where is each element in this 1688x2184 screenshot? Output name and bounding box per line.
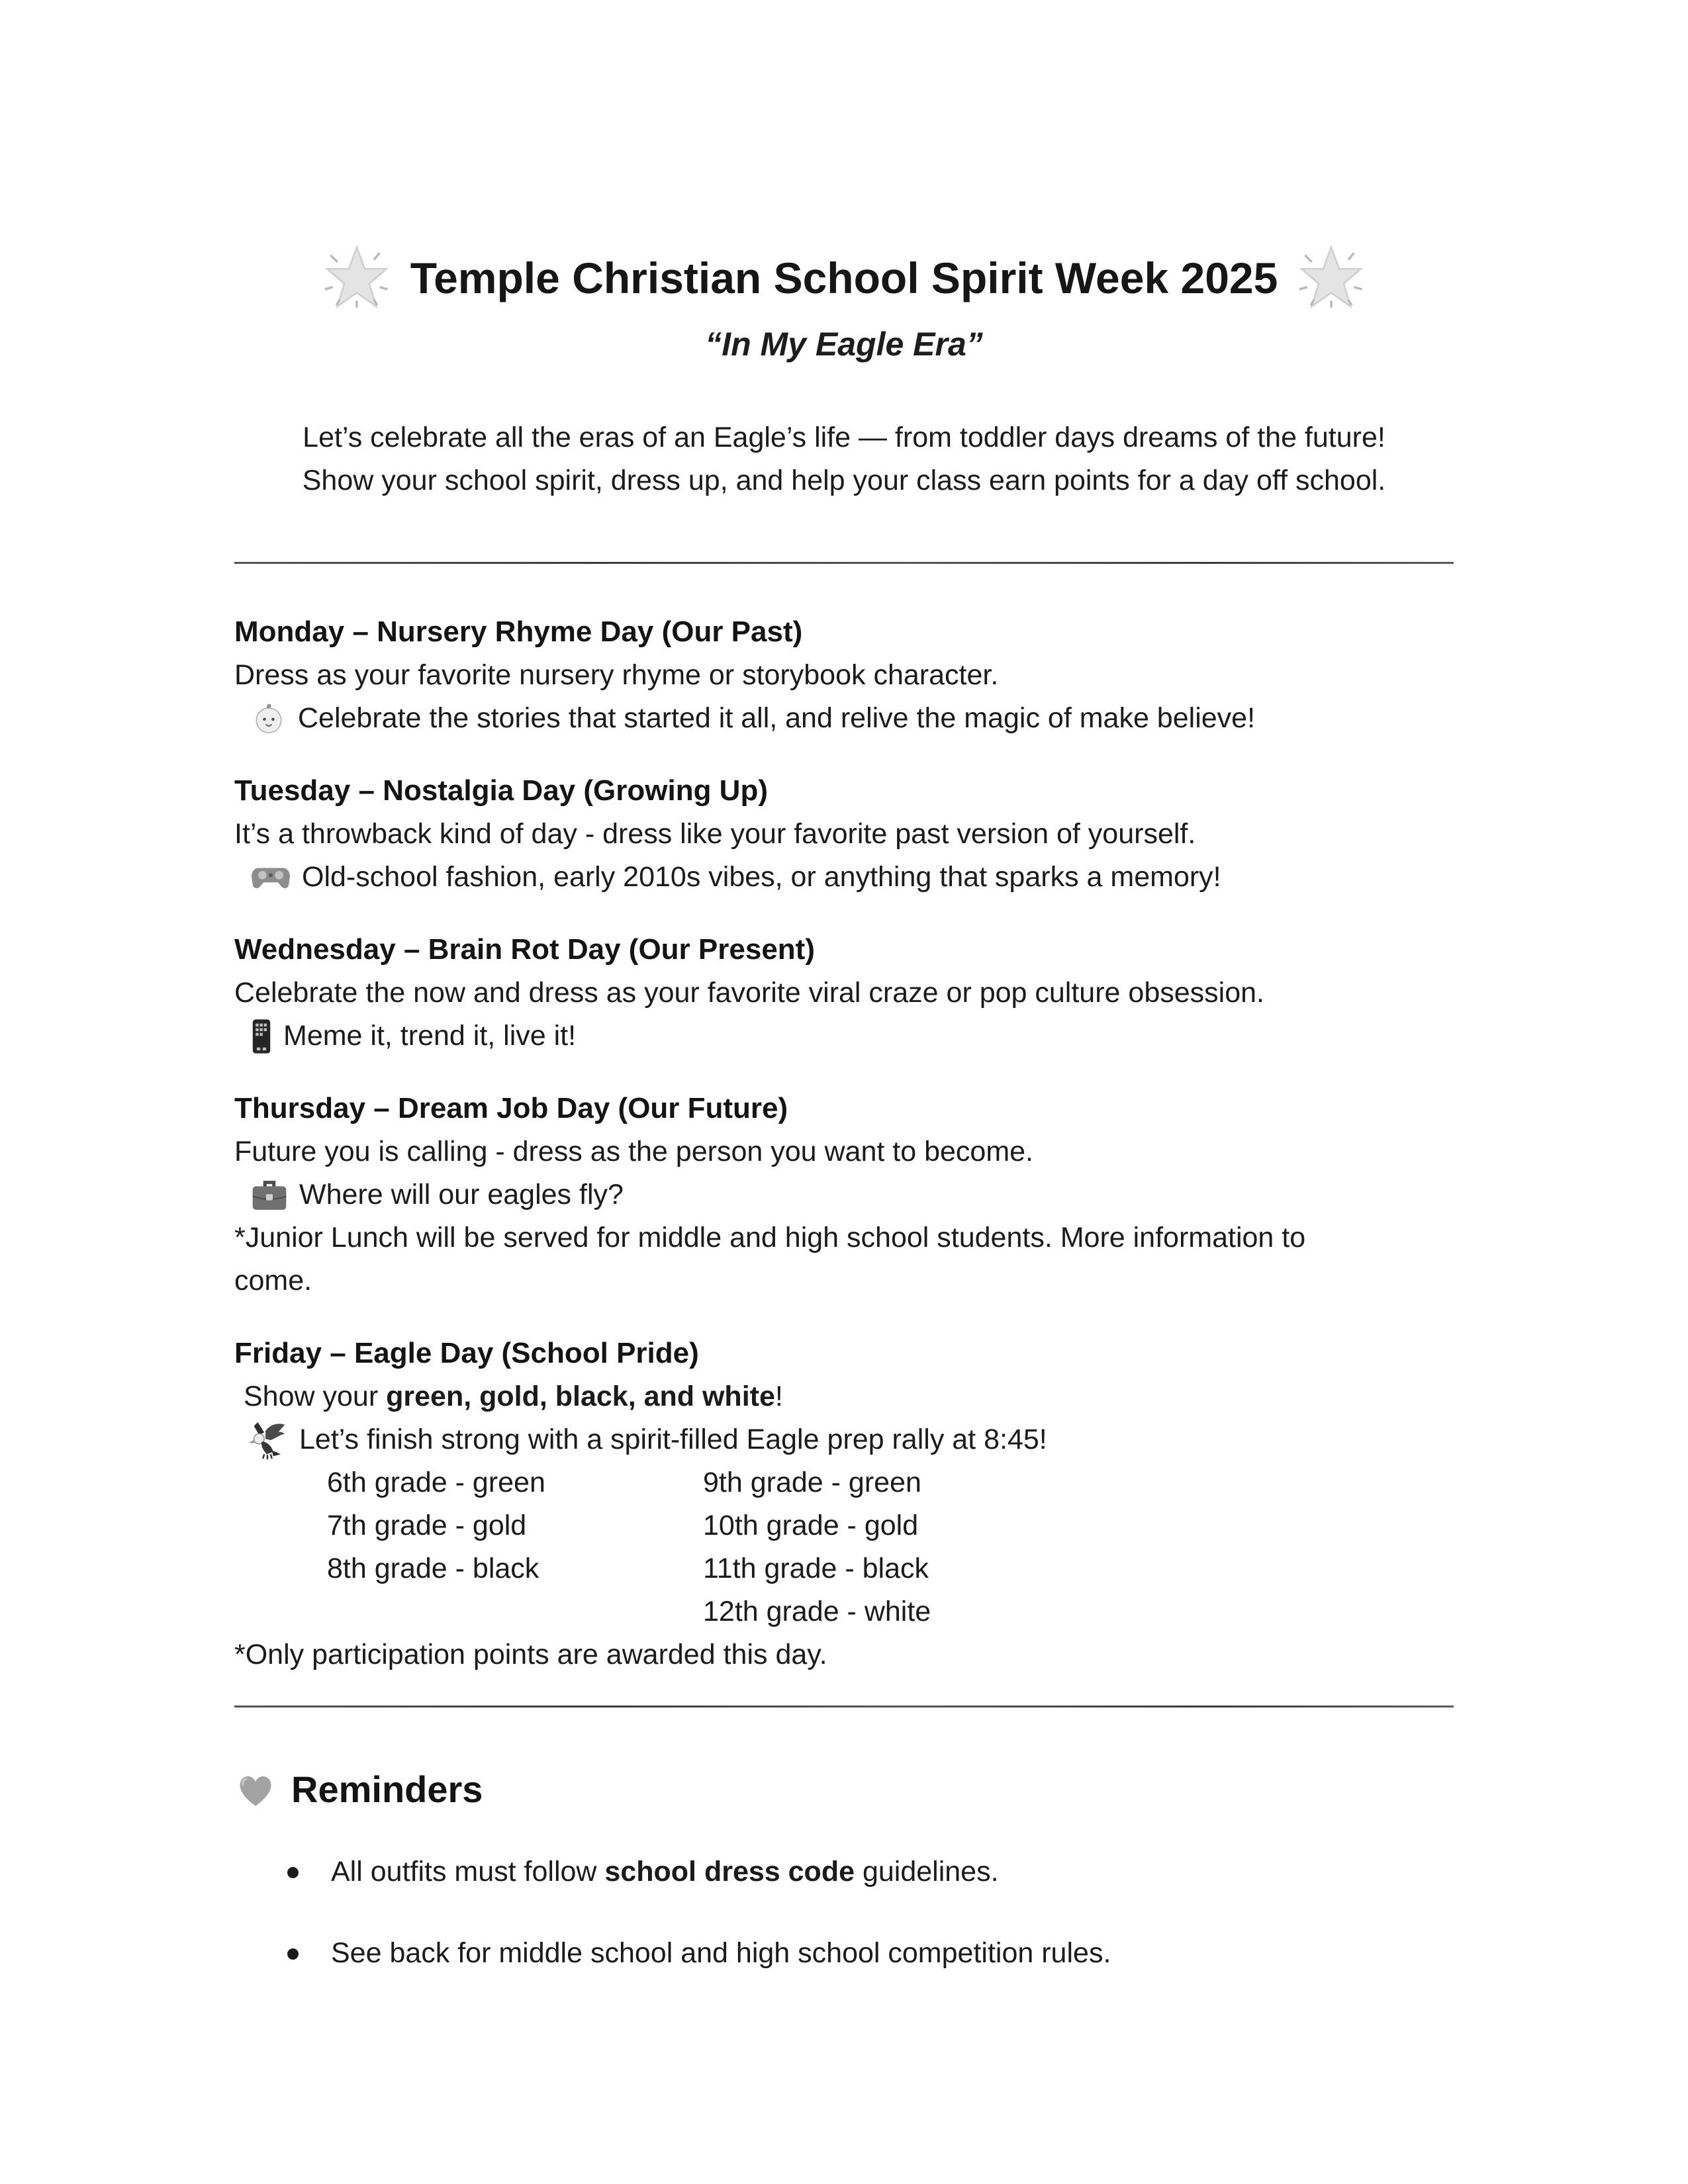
day-description: Dress as your favorite nursery rhyme or storybook character. bbox=[234, 659, 999, 691]
mobile-phone-icon bbox=[252, 1018, 271, 1055]
horizontal-divider bbox=[234, 1706, 1454, 1707]
list-item bbox=[234, 1932, 1454, 1975]
grade-color-column bbox=[327, 1461, 703, 1633]
page-subtitle: “In My Eagle Era” bbox=[705, 326, 983, 363]
day-description: Celebrate the now and dress as your favorite viral craze or pop culture obsession. bbox=[234, 977, 1264, 1009]
list-item bbox=[234, 1850, 1454, 1893]
grade-color-item: 9th grade - green bbox=[703, 1467, 921, 1498]
grade-color-item: 8th grade - black bbox=[327, 1553, 539, 1584]
day-section-thursday bbox=[234, 1087, 1454, 1302]
intro-line: Show your school spirit, dress up, and help your class earn points for a day off school. bbox=[302, 465, 1386, 496]
briefcase-icon bbox=[252, 1179, 287, 1211]
reminders-heading-row bbox=[234, 1766, 1454, 1813]
grade-color-table bbox=[327, 1461, 1454, 1633]
day-tagline-row bbox=[234, 1173, 1454, 1216]
day-description: It’s a throwback kind of day - dress like your favorite past version of yourself. bbox=[234, 818, 1196, 850]
day-tagline: Old-school fashion, early 2010s vibes, or anything that sparks a memory! bbox=[302, 861, 1221, 893]
day-description: Show your green, gold, black, and white! bbox=[244, 1381, 783, 1412]
page-title-row bbox=[234, 242, 1454, 314]
intro-paragraph bbox=[234, 416, 1454, 502]
day-note: *Only participation points are awarded this day. bbox=[234, 1639, 827, 1670]
day-section-tuesday bbox=[234, 769, 1454, 899]
horizontal-divider bbox=[234, 562, 1454, 564]
day-note: come. bbox=[234, 1265, 312, 1297]
day-heading: Tuesday – Nostalgia Day (Growing Up) bbox=[234, 774, 768, 807]
day-section-wednesday bbox=[234, 928, 1454, 1058]
grade-color-item: 12th grade - white bbox=[703, 1596, 931, 1627]
day-section-friday bbox=[234, 1332, 1454, 1676]
eagle-icon bbox=[246, 1420, 287, 1461]
grade-color-item: 6th grade - green bbox=[327, 1467, 545, 1498]
sparkles-icon bbox=[1295, 242, 1368, 314]
reminder-text: See back for middle school and high school competition rules. bbox=[331, 1937, 1111, 1969]
page-title: Temple Christian School Spirit Week 2025 bbox=[410, 253, 1278, 302]
reminders-list bbox=[234, 1850, 1454, 1975]
reminder-text: All outfits must follow school dress code guidelines. bbox=[331, 1856, 999, 1888]
grade-color-column bbox=[703, 1461, 931, 1633]
day-tagline-row bbox=[234, 697, 1454, 740]
intro-line: Let’s celebrate all the eras of an Eagle’s life — from toddler days dreams of the future! bbox=[303, 422, 1385, 453]
day-tagline-row bbox=[234, 856, 1454, 899]
day-heading: Thursday – Dream Job Day (Our Future) bbox=[234, 1092, 788, 1124]
day-tagline-row bbox=[234, 1418, 1454, 1461]
day-tagline: Where will our eagles fly? bbox=[299, 1179, 624, 1210]
day-description: Future you is calling - dress as the person you want to become. bbox=[234, 1136, 1034, 1167]
game-controller-icon bbox=[252, 863, 290, 892]
day-tagline: Meme it, trend it, live it! bbox=[283, 1020, 577, 1052]
day-section-monday bbox=[234, 610, 1454, 740]
day-heading: Monday – Nursery Rhyme Day (Our Past) bbox=[234, 615, 803, 648]
heart-icon bbox=[234, 1768, 277, 1811]
grade-color-item: 10th grade - gold bbox=[703, 1510, 919, 1541]
day-note: *Junior Lunch will be served for middle and high school students. More information to bbox=[234, 1222, 1306, 1253]
grade-color-item: 11th grade - black bbox=[703, 1553, 929, 1584]
sparkles-icon bbox=[320, 242, 393, 314]
bullet-icon bbox=[287, 1948, 299, 1960]
school-colors-bold: green, gold, black, and white bbox=[386, 1381, 775, 1412]
bullet-icon bbox=[287, 1867, 299, 1878]
day-heading: Wednesday – Brain Rot Day (Our Present) bbox=[234, 933, 815, 966]
day-tagline: Let’s finish strong with a spirit-filled Eagle prep rally at 8:45! bbox=[299, 1424, 1047, 1455]
day-tagline: Celebrate the stories that started it all, and relive the magic of make believe! bbox=[298, 702, 1256, 734]
day-heading: Friday – Eagle Day (School Pride) bbox=[234, 1337, 699, 1369]
baby-icon bbox=[252, 702, 286, 736]
dress-code-bold: school dress code bbox=[604, 1856, 855, 1888]
grade-color-item: 7th grade - gold bbox=[327, 1510, 527, 1541]
reminders-heading: Reminders bbox=[291, 1768, 483, 1810]
day-tagline-row bbox=[234, 1015, 1454, 1058]
